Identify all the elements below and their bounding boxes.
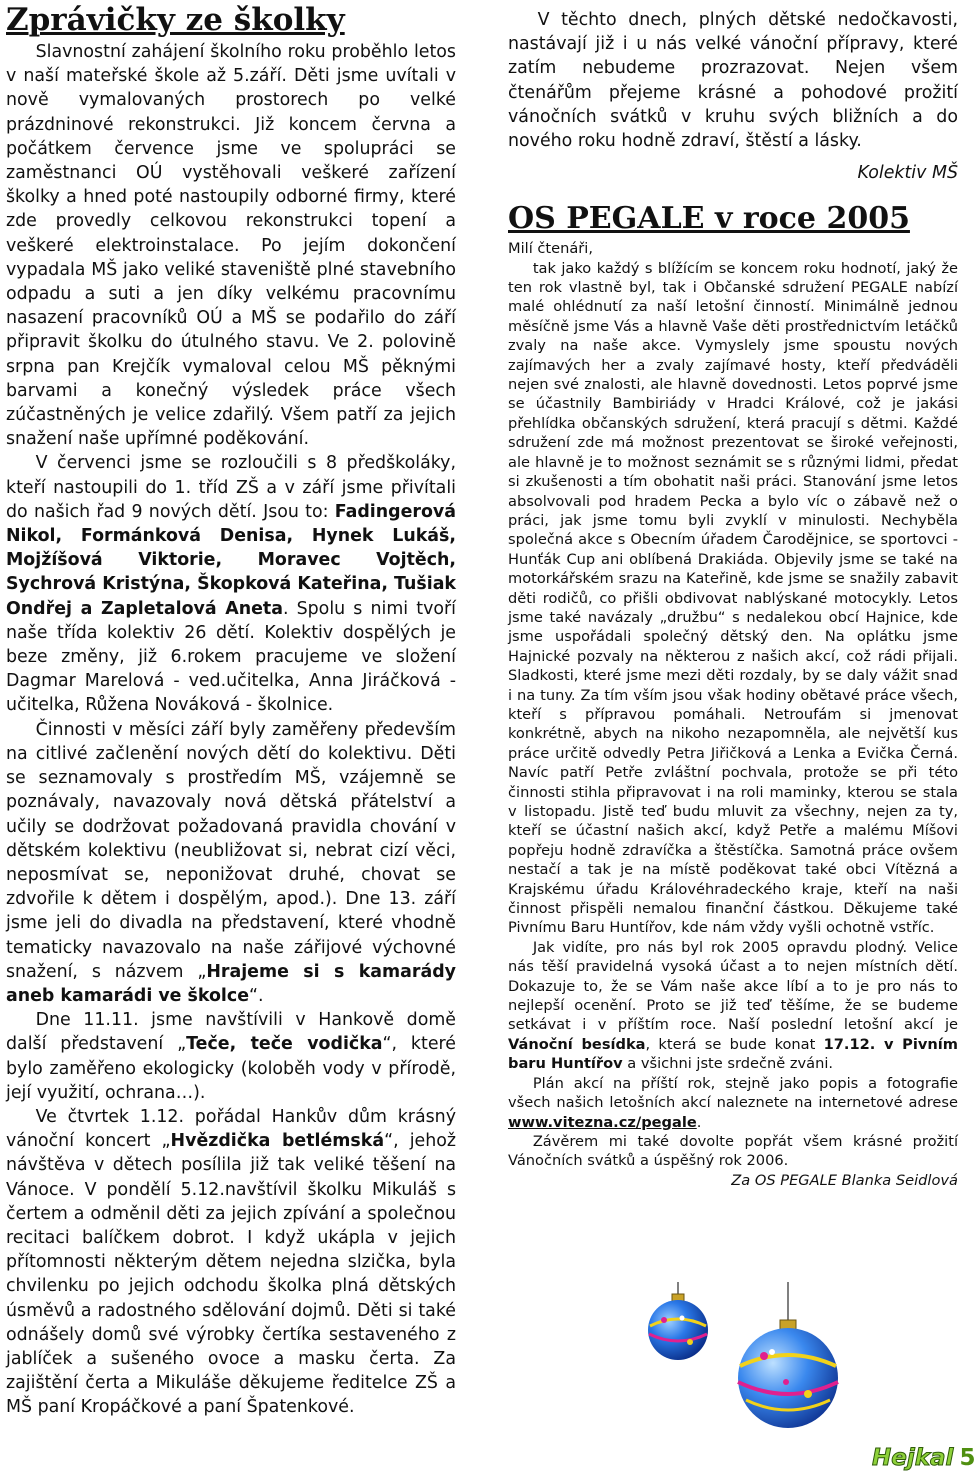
concert-title: Hvězdička betlémská <box>170 1131 385 1152</box>
paragraph: V červenci jsme se rozloučili s 8 předškoláky, kteří nastoupili do 1. tříd ZŠ a v září jsme přivítali do našich řad 9 nových dětí. Jsou to: Fadingerová Nikol, Formánková Denisa, Hynek Lukáš, Mojžíšová Viktorie, Moravec Vojtěch, Sychrová Kristýna, Škopková Kateřina, Tušiak Ondřej a Zapletalová Aneta. Spolu s nimi tvoří naše třída kolektiv 26 dětí. Kolektiv dospělých je beze změny, již 6.rokem pracujeme ve složení Dagmar Marelová - ved.učitelka, Anna Jiráčková - učitelka, Růžena Nováková - školnice. <box>6 453 456 716</box>
show-title: Teče, teče vodička <box>186 1034 383 1055</box>
paragraph: Plán akcí na příští rok, stejně jako popis a fotografie všech našich letošních akcí naleznete na internetové adrese www.vitezna.cz/pegale. <box>508 1074 958 1131</box>
theatre-title: Hrajeme si s kamarády aneb kamarádi ve školce <box>6 961 456 1006</box>
article-title-skolka: Zprávičky ze školky <box>6 2 345 38</box>
new-children-names: Fadingerová Nikol, Formánková Denisa, Hynek Lukáš, Mojžíšová Viktorie, Moravec Vojtěch, Sychrová Kristýna, Škopková Kateřina, Tušiak Ondřej a Zapletalová Aneta <box>6 501 456 619</box>
paragraph: tak jako každý s blížícím se koncem roku hodnotí, jaký že ten rok vlastně byl, tak i Občanské sdružení PEGALE nabízí malé ohlédnutí za naší letošní činností. Minimálně jednou měsíčně jsme Vás a hlavně Vaše děti prostřednictvím letáčků zvaly na naše akce. Vymyslely jsme spoustu nových zajímavých her a zvaly zajímavé hosty, kteří předváděli nejen své znalosti, ale hlavně dovednosti. Letos poprvé jsme se účastnily Bambiriády v Hradci Králové, což je jakási přehlídka občanských sdružení, která pracují s dětmi. Každé sdružení zde má možnost prezentovat se široké veřejnosti, ale hlavně je to možnost seznámit se s různými lidmi, předat si zkušenosti a tím obohatit naši práci. Stanování jsme letos absolvovali pod hradem Pecka a bylo víc o zábavě než o práci, jak jsme tomu byli zvyklí v minulosti. Nechyběla společná akce s Obecním úřadem Čarodějnice, se sportovci - Hunťák Cup ani oblíbená Drakiáda. Objevily jsme se také na motorkářském srazu na Kateřině, kde jsme se snažily zabavit děti rodičů, co přišli obdivovat nablýskané motocykly. Letos jsme také navázaly „družbu“ s nedalekou obcí Hajnice, kde jsme uspořádali společný dětský den. Na oplátku jsme Hajnické pozvaly na některou z našich akcí, což rádi přijali. Sladkosti, které jsme mezi děti rozdaly, by se daly vážit snad i na tuny. Za tím vším jsou však hodiny obětavé práce všech, kteří s přípravou pomáhali. Netroufám si jmenovat konkrétně, abych na nikoho nezapomněla, ale největší kus práce určitě odvedly Petra Jiřičková a Lenka a Evička Černá. Navíc patří Petře zvláštní pochvala, protože se při této činnosti stihla připravovat i na roli maminky, kterou se stala v listopadu. Jistě teď budu mluvit za všechny, nejen za ty, kteří se účastní našich akcí, když Petře a malému Míšovi popřeju hodně zdravíčka a štěstíčka. Samotná práce ovšem nestačí a tak je na místě poděkovat také obci Vítězná a Krajskému úřadu Královéhradeckého kraje, kteří na naši činnost přispěli nemalou finanční částkou. Děkujeme také Pivnímu Baru Huntířov, kde nám vždy vyšli ochotně vstříc. <box>508 259 958 937</box>
article-title-pegale: OS PEGALE v roce 2005 <box>508 201 910 237</box>
paragraph: Činnosti v měsíci září byly zaměřeny především na citlivé začlenění nových dětí do kolektivu. Děti se seznamovaly s prostředím MŠ, vzájemně se poznávaly, navazovaly nová dětská přátelství a učily se dodržovat požadovaná pravidla chování v dětském kolektivu (neubližovat si, nebrat cizí věci, neposmívat se, neponižovat druhé, chovat se zdvořile k dětem i dospělým, apod.). Dne 13. září jsme jeli do divadla na představení, které vhodně tematicky navazovalo na naše zářijové výchovné snažení, s názvem „Hrajeme si s kamarády aneb kamarádi ve školce“. <box>6 719 456 1006</box>
page-number: 5 <box>959 1445 975 1471</box>
christmas-ornaments-illustration <box>636 1282 856 1462</box>
signature-pegale: Za OS PEGALE Blanka Seidlová <box>731 1171 958 1189</box>
event-date-place: 17.12. v Pivním baru Huntířov <box>508 1035 958 1073</box>
paragraph: Ve čtvrtek 1.12. pořádal Hankův dům krásný vánoční koncert „Hvězdička betlémská“, jehož návštěva v dětech posílila již tak veliké těšení na Vánoce. V pondělí 5.12.navštívil školku Mikuláš s čertem a odměnil děti za jejich zpívání a společnou recitaci balíčkem dobrot. I když ukápla v jejich přítomnosti některým dětem nejedna slzička, byla chvilenku po jejich odchodu školka plná dětských úsměvů a radostného sdělování dojmů. Děti si také odnášely domů své výrobky čertíka sestaveného z jablíček a sušeného ovoce a masku čerta. Za zajištění čerta a Mikuláše děkujeme ředitelce ZŠ a MŠ paní Kropáčkové a paní Špatenkové. <box>6 1106 457 1418</box>
website-link[interactable]: www.vitezna.cz/pegale <box>508 1113 697 1131</box>
event-name: Vánoční besídka <box>508 1035 646 1053</box>
paragraph: Závěrem mi také dovolte popřát všem krásné prožití Vánočních svátků a úspěšný rok 2006. <box>508 1132 958 1170</box>
paragraph: V těchto dnech, plných dětské nedočkavosti, nastávají již i u nás velké vánoční přípravy, které zatím nebudeme prozrazovat. Nejen všem čtenářům přejeme krásné a pohodové prožití vánočních svátků v kruhu svých bližních a do nového roku hodně zdraví, štěstí a lásky. <box>508 10 958 152</box>
greeting: Milí čtenáři, <box>508 240 594 258</box>
right-column <box>508 0 958 1191</box>
signature-kolektiv: Kolektiv MŠ <box>857 163 958 184</box>
ornament-left <box>648 1282 708 1360</box>
paragraph: Dne 11.11. jsme navštívili v Hankově domě další představení „Teče, teče vodička“, které bylo zaměřeno ekologicky (koloběh vody v přírodě, její využití, ochrana…). <box>6 1010 456 1103</box>
magazine-name: Hejkal <box>872 1445 954 1471</box>
left-column <box>6 0 456 1420</box>
ornament-right <box>738 1282 838 1428</box>
paragraph: Slavnostní zahájení školního roku proběhlo letos v naší mateřské škole až 5.září. Děti jsme uvítali v nově vymalovaných prostorech po velké prázdninové rekonstrukci. Již koncem června a počátkem července jsme ve spolupráci se zaměstnanci OÚ vystěhovali veškeré zařízení školky a hned poté nastoupily odborné firmy, které zde provedly celkovou rekonstrukci topení a veškeré elektroinstalace. Po jejím dokončení vypadala MŠ jako veliké staveniště plné stavebního odpadu a suti a jen díky velkému pracovnímu nasazení pracovníků OÚ a MŠ se podařilo do září připravit školku do útulného stavu. Ve 2. polovině srpna pan Krejčík vymaloval celou MŠ pěknými barvami a konečný výsledek práce všech zúčastněných je velice zdařilý. Všem patří za jejich snažení naše upřímné poděkování. <box>6 42 456 450</box>
paragraph: Jak vidíte, pro nás byl rok 2005 opravdu plodný. Velice nás těší pravidelná vysoká účast a to nejen místních dětí. Dokazuje to, že se Vám naše akce líbí a to je pro nás to nejlepší ocenění. Proto se již teď těšíme, že se budeme setkávat i v příštím roce. Naší poslední letošní akcí je Vánoční besídka, která se bude konat 17.12. v Pivním baru Huntířov a všichni jste srdečně zváni. <box>508 938 958 1073</box>
page-footer <box>872 1441 975 1475</box>
